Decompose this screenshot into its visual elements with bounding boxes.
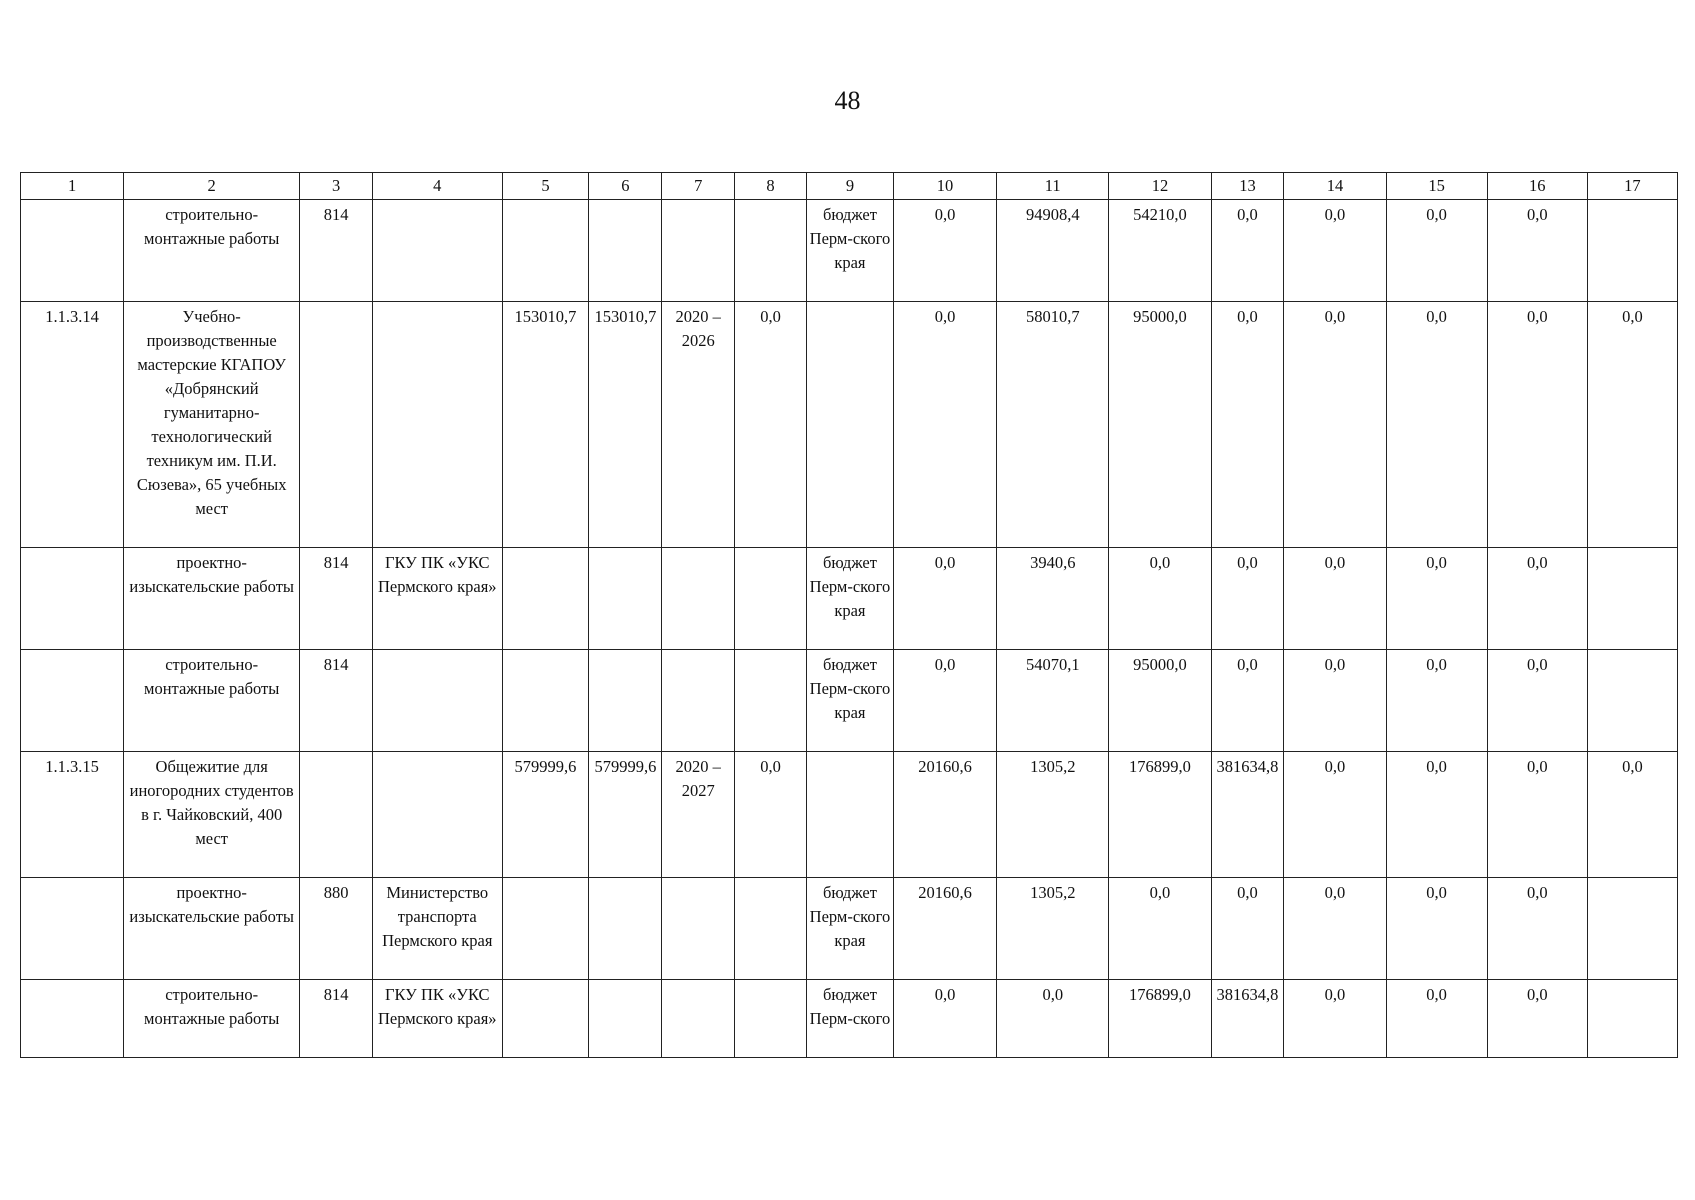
column-header: 10: [893, 173, 996, 200]
table-cell: [21, 200, 124, 302]
table-cell: 0,0: [1109, 878, 1211, 980]
table-cell: [662, 650, 735, 752]
column-header: 2: [124, 173, 300, 200]
table-cell: [21, 980, 124, 1058]
table-cell: 0,0: [1211, 650, 1284, 752]
table-cell: [662, 878, 735, 980]
table-cell: 0,0: [893, 650, 996, 752]
table-cell: [735, 980, 807, 1058]
table-cell: [502, 650, 589, 752]
table-cell: [300, 752, 373, 878]
table-cell: 880: [300, 878, 373, 980]
table-cell: бюджет Перм-ского: [806, 980, 893, 1058]
table-cell: [806, 752, 893, 878]
table-cell: [502, 548, 589, 650]
table-cell: 381634,8: [1211, 980, 1284, 1058]
table-cell: 0,0: [735, 752, 807, 878]
column-header: 15: [1386, 173, 1487, 200]
table-cell: 0,0: [1109, 548, 1211, 650]
table-cell: проектно-изыскательские работы: [124, 878, 300, 980]
table-cell: 0,0: [1386, 878, 1487, 980]
table-cell: 814: [300, 548, 373, 650]
table-cell: Общежитие для иногородних студентов в г. Чайковский, 400 мест: [124, 752, 300, 878]
table-cell: 0,0: [1284, 650, 1386, 752]
table-cell: ГКУ ПК «УКС Пермского края»: [373, 980, 502, 1058]
column-header: 14: [1284, 173, 1386, 200]
table-cell: 0,0: [1487, 302, 1587, 548]
table-cell: 0,0: [1386, 302, 1487, 548]
column-header: 3: [300, 173, 373, 200]
table-cell: 0,0: [735, 302, 807, 548]
table-cell: 0,0: [1284, 200, 1386, 302]
table-cell: 0,0: [997, 980, 1109, 1058]
table-row: [21, 548, 1678, 650]
budget-table: [20, 172, 1678, 1058]
table-cell: 0,0: [1587, 302, 1677, 548]
table-cell: 0,0: [1487, 200, 1587, 302]
table-cell: Учебно-производственные мастерские КГАПОУ «Добрянский гуманитарно-технологический техникум им. П.И. Сюзева», 65 учебных мест: [124, 302, 300, 548]
table-cell: 2020 – 2026: [662, 302, 735, 548]
table-cell: 153010,7: [502, 302, 589, 548]
table-cell: [589, 200, 662, 302]
table-cell: 0,0: [893, 200, 996, 302]
table-cell: 0,0: [893, 980, 996, 1058]
table-cell: 814: [300, 650, 373, 752]
table-cell: [502, 200, 589, 302]
table-cell: 1.1.3.15: [21, 752, 124, 878]
table-cell: 814: [300, 980, 373, 1058]
table-cell: [373, 650, 502, 752]
table-cell: [21, 650, 124, 752]
table-cell: [1587, 878, 1677, 980]
table-cell: 54070,1: [997, 650, 1109, 752]
table-cell: [735, 650, 807, 752]
table-cell: 94908,4: [997, 200, 1109, 302]
column-header: 17: [1587, 173, 1677, 200]
table-cell: [21, 878, 124, 980]
table-cell: 1.1.3.14: [21, 302, 124, 548]
table-cell: [373, 752, 502, 878]
table-cell: [1587, 200, 1677, 302]
table-cell: 0,0: [1284, 548, 1386, 650]
table-cell: 0,0: [1211, 548, 1284, 650]
column-number-row: [21, 173, 1678, 200]
table-row: [21, 752, 1678, 878]
table-cell: 153010,7: [589, 302, 662, 548]
table-cell: [1587, 650, 1677, 752]
table-cell: [735, 548, 807, 650]
table-cell: [589, 980, 662, 1058]
table-cell: Министерство транспорта Пермского края: [373, 878, 502, 980]
table-cell: 579999,6: [589, 752, 662, 878]
table-cell: [735, 200, 807, 302]
table-cell: [662, 548, 735, 650]
table-cell: бюджет Перм-ского края: [806, 548, 893, 650]
column-header: 8: [735, 173, 807, 200]
table-row: [21, 878, 1678, 980]
column-header: 11: [997, 173, 1109, 200]
table-cell: [502, 980, 589, 1058]
table-cell: 3940,6: [997, 548, 1109, 650]
table-cell: строительно-монтажные работы: [124, 200, 300, 302]
table-cell: [373, 302, 502, 548]
table-cell: 0,0: [1386, 548, 1487, 650]
table-cell: 0,0: [1587, 752, 1677, 878]
table-cell: 0,0: [1487, 650, 1587, 752]
table-cell: [21, 548, 124, 650]
table-cell: бюджет Перм-ского края: [806, 650, 893, 752]
table-cell: 20160,6: [893, 878, 996, 980]
table-cell: [662, 200, 735, 302]
table-cell: 1305,2: [997, 878, 1109, 980]
table-cell: 0,0: [1386, 650, 1487, 752]
table-cell: бюджет Перм-ского края: [806, 200, 893, 302]
table-cell: [300, 302, 373, 548]
table-cell: 381634,8: [1211, 752, 1284, 878]
column-header: 5: [502, 173, 589, 200]
table-cell: 2020 – 2027: [662, 752, 735, 878]
table-cell: бюджет Перм-ского края: [806, 878, 893, 980]
table-cell: 0,0: [893, 302, 996, 548]
table-cell: 20160,6: [893, 752, 996, 878]
column-header: 1: [21, 173, 124, 200]
table-cell: 0,0: [1284, 302, 1386, 548]
table-cell: 0,0: [1284, 980, 1386, 1058]
table-cell: 176899,0: [1109, 752, 1211, 878]
table-cell: ГКУ ПК «УКС Пермского края»: [373, 548, 502, 650]
table-cell: 0,0: [1487, 878, 1587, 980]
table-cell: 814: [300, 200, 373, 302]
table-cell: 579999,6: [502, 752, 589, 878]
table-cell: 0,0: [1386, 980, 1487, 1058]
table-cell: 0,0: [1211, 302, 1284, 548]
table-cell: 0,0: [1487, 752, 1587, 878]
table-cell: [1587, 980, 1677, 1058]
table-cell: 0,0: [1487, 548, 1587, 650]
table-cell: [662, 980, 735, 1058]
table-cell: [373, 200, 502, 302]
page-number: 48: [834, 86, 861, 115]
table-cell: 0,0: [1284, 878, 1386, 980]
column-header: 12: [1109, 173, 1211, 200]
table-cell: 0,0: [1386, 752, 1487, 878]
column-header: 4: [373, 173, 502, 200]
table-row: [21, 650, 1678, 752]
table-cell: [735, 878, 807, 980]
table-cell: 54210,0: [1109, 200, 1211, 302]
table-cell: 0,0: [1386, 200, 1487, 302]
table-cell: 0,0: [1487, 980, 1587, 1058]
table-cell: строительно-монтажные работы: [124, 980, 300, 1058]
table-cell: 95000,0: [1109, 302, 1211, 548]
column-header: 16: [1487, 173, 1587, 200]
table-cell: 0,0: [1211, 878, 1284, 980]
table-cell: [589, 650, 662, 752]
table-row: [21, 302, 1678, 548]
column-header: 7: [662, 173, 735, 200]
table-cell: строительно-монтажные работы: [124, 650, 300, 752]
table-cell: [589, 878, 662, 980]
table-cell: 0,0: [1284, 752, 1386, 878]
table-cell: 58010,7: [997, 302, 1109, 548]
table-row: [21, 200, 1678, 302]
table-cell: 0,0: [1211, 200, 1284, 302]
table-cell: [502, 878, 589, 980]
column-header: 6: [589, 173, 662, 200]
table-row: [21, 980, 1678, 1058]
table-cell: [1587, 548, 1677, 650]
table-cell: [589, 548, 662, 650]
table-cell: 0,0: [893, 548, 996, 650]
table-cell: 1305,2: [997, 752, 1109, 878]
column-header: 9: [806, 173, 893, 200]
column-header: 13: [1211, 173, 1284, 200]
table-cell: проектно-изыскательские работы: [124, 548, 300, 650]
table-cell: 95000,0: [1109, 650, 1211, 752]
table-cell: [806, 302, 893, 548]
table-cell: 176899,0: [1109, 980, 1211, 1058]
